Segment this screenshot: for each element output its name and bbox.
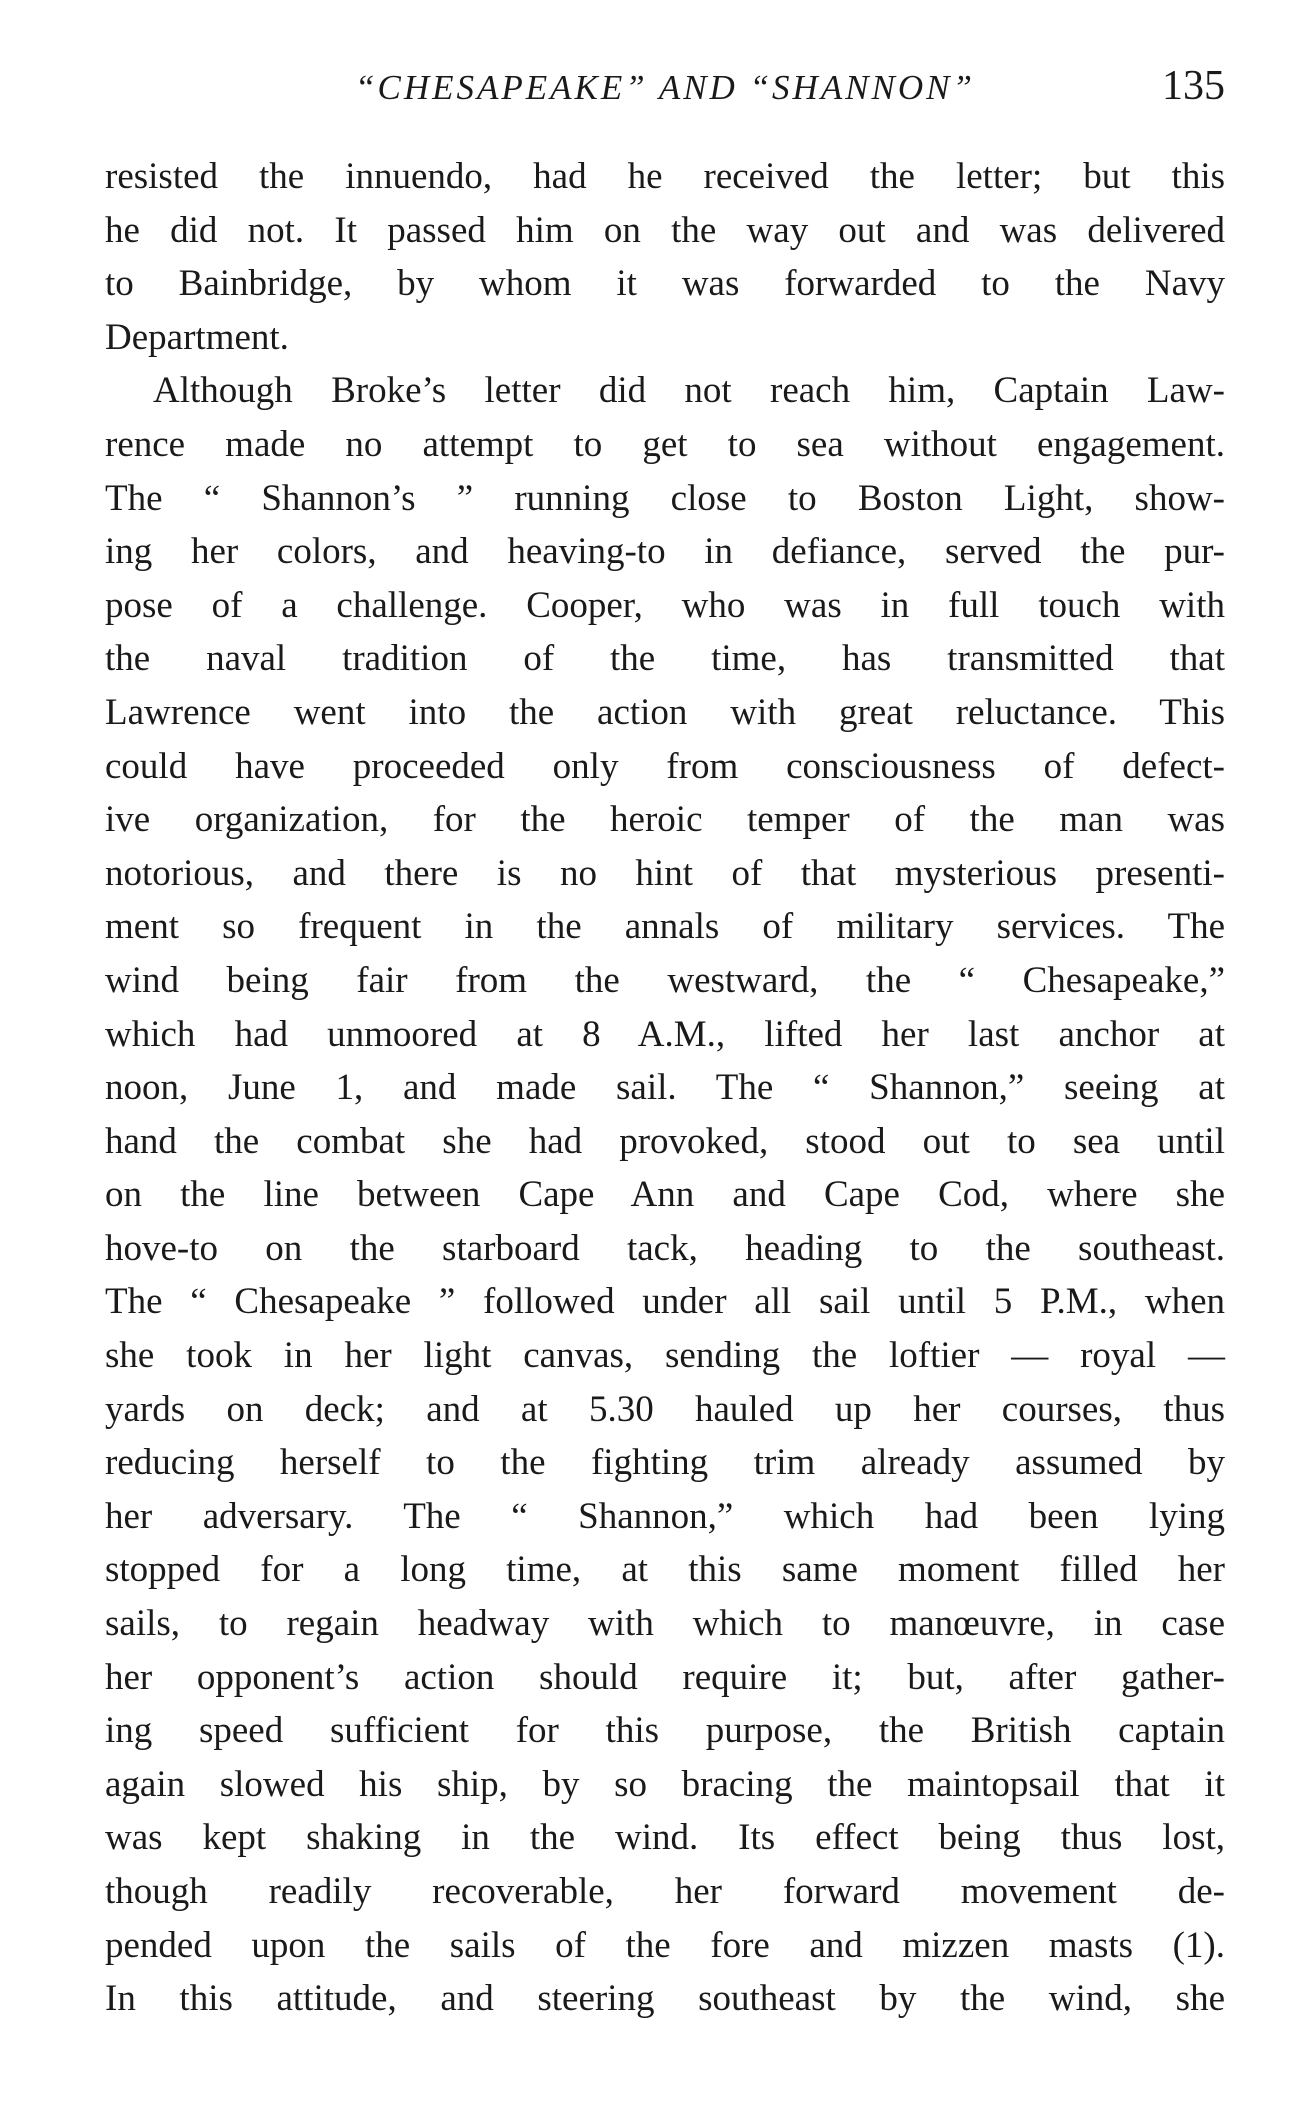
- text-line: The “ Shannon’s ” running close to Boston Light, show-: [105, 477, 1225, 519]
- text-line: stopped for a long time, at this same moment filled her: [105, 1549, 1225, 1591]
- text-line: could have proceeded only from consciousness of defect-: [105, 745, 1225, 787]
- text-line: to Bainbridge, by whom it was forwarded to the Navy: [105, 263, 1225, 305]
- text-line: In this attitude, and steering southeast by the wind, she: [105, 1978, 1225, 2020]
- text-line: ive organization, for the heroic temper of the man was: [105, 799, 1225, 841]
- text-line: he did not. It passed him on the way out and was delivered: [105, 209, 1225, 251]
- text-line: pended upon the sails of the fore and mizzen masts (1).: [105, 1924, 1225, 1966]
- text-line: hand the combat she had provoked, stood out to sea until: [105, 1120, 1225, 1162]
- text-line: wind being fair from the westward, the “ Chesapeake,”: [105, 959, 1225, 1001]
- running-title: “CHESAPEAKE” AND “SHANNON”: [355, 68, 975, 107]
- text-line: ing her colors, and heaving-to in defiance, served the pur-: [105, 531, 1225, 573]
- text-line: sails, to regain headway with which to manœuvre, in case: [105, 1603, 1225, 1645]
- text-line: reducing herself to the fighting trim already assumed by: [105, 1442, 1225, 1484]
- text-line: noon, June 1, and made sail. The “ Shannon,” seeing at: [105, 1067, 1225, 1109]
- text-line: ing speed sufficient for this purpose, the British captain: [105, 1710, 1225, 1752]
- text-line: the naval tradition of the time, has transmitted that: [105, 638, 1225, 680]
- text-line: on the line between Cape Ann and Cape Cod, where she: [105, 1174, 1225, 1216]
- text-line: her opponent’s action should require it; but, after gather-: [105, 1656, 1225, 1698]
- text-line: hove-to on the starboard tack, heading to the southeast.: [105, 1227, 1225, 1269]
- text-line: ment so frequent in the annals of military services. The: [105, 906, 1225, 948]
- text-line: The “ Chesapeake ” followed under all sail until 5 P.M., when: [105, 1281, 1225, 1323]
- text-line: notorious, and there is no hint of that mysterious presenti-: [105, 852, 1225, 894]
- text-line: though readily recoverable, her forward movement de-: [105, 1871, 1225, 1912]
- text-line: yards on deck; and at 5.30 hauled up her courses, thus: [105, 1388, 1225, 1430]
- text-line: pose of a challenge. Cooper, who was in full touch with: [105, 584, 1225, 626]
- page-number: 135: [1162, 63, 1225, 109]
- text-line: which had unmoored at 8 A.M., lifted her last anchor at: [105, 1013, 1225, 1055]
- text-line: rence made no attempt to get to sea without engagement.: [105, 423, 1225, 465]
- text-line: Lawrence went into the action with great reluctance. This: [105, 691, 1225, 733]
- text-line: she took in her light canvas, sending the loftier — royal —: [105, 1335, 1225, 1377]
- text-line: resisted the innuendo, had he received the letter; but this: [105, 156, 1225, 197]
- text-line: was kept shaking in the wind. Its effect being thus lost,: [105, 1817, 1225, 1859]
- running-head: [105, 62, 1225, 122]
- text-line: Department.: [105, 316, 289, 358]
- text-line: Although Broke’s letter did not reach him, Captain Law-: [153, 370, 1225, 412]
- text-line: again slowed his ship, by so bracing the maintopsail that it: [105, 1763, 1225, 1805]
- body-text: [105, 150, 1225, 2026]
- text-line: her adversary. The “ Shannon,” which had been lying: [105, 1495, 1225, 1537]
